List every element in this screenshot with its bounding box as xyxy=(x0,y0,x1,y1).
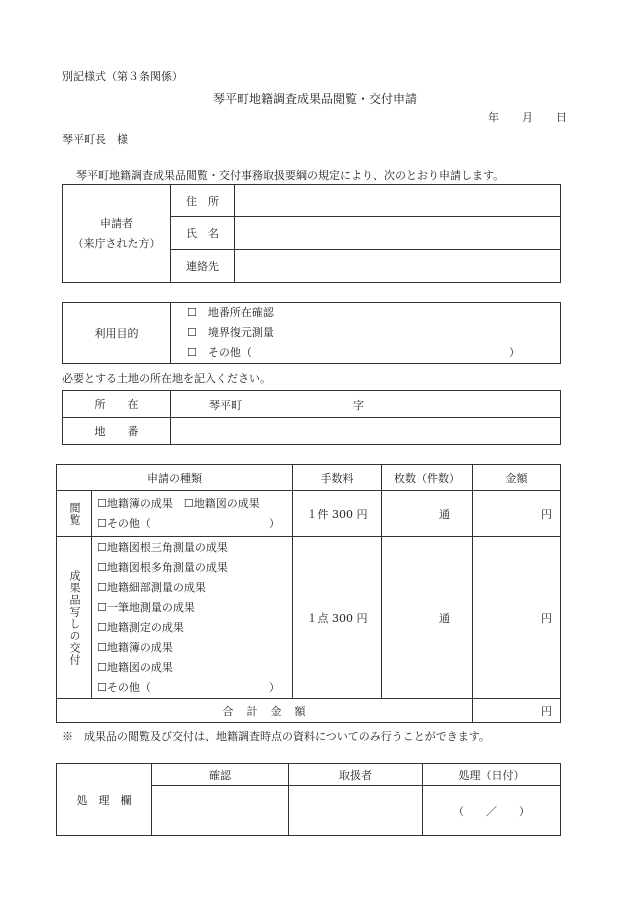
copy-label: 成果品写しの交付 xyxy=(68,569,81,666)
total-label: 合 計 金 額 xyxy=(57,699,473,723)
town-label: 琴平町 xyxy=(209,399,242,412)
copy-options xyxy=(92,537,293,699)
purpose-option-lot-check[interactable]: ☐ 地番所在確認 xyxy=(187,306,274,319)
copy-option-triangulation[interactable]: ☐地籍図根三角測量の成果 xyxy=(97,540,228,554)
lot-number-field[interactable] xyxy=(171,418,561,445)
copy-option-parcel-survey[interactable]: ☐一筆地測量の成果 xyxy=(97,600,195,614)
request-table xyxy=(56,464,561,723)
header-amount: 金額 xyxy=(473,465,561,491)
date-month-label: 月 xyxy=(522,111,533,124)
view-options xyxy=(92,491,293,537)
copy-option-traverse[interactable]: ☐地籍図根多角測量の成果 xyxy=(97,560,228,574)
processing-date-field[interactable]: （ ／ ） xyxy=(423,786,561,836)
address-field[interactable] xyxy=(235,185,561,217)
location-label: 所 在 xyxy=(63,391,171,418)
copy-option-map[interactable]: ☐地籍図の成果 xyxy=(97,660,173,674)
header-fee: 手数料 xyxy=(293,465,382,491)
footnote: ※ 成果品の閲覧及び交付は、地籍調査時点の資料についてのみ行うことができます。 xyxy=(62,730,490,743)
view-option-other[interactable] xyxy=(97,514,292,534)
processing-col-date: 処理（日付） xyxy=(423,764,561,786)
processing-table xyxy=(56,763,561,836)
view-option-register-map[interactable]: ☐地籍簿の成果 ☐地籍図の成果 xyxy=(97,496,260,510)
copy-amount[interactable]: 円 xyxy=(473,537,561,699)
view-other-close: ） xyxy=(269,516,280,530)
copy-label-cell xyxy=(57,537,92,699)
view-count[interactable]: 通 xyxy=(382,491,473,537)
copy-other-label: ☐その他（ xyxy=(97,680,151,694)
copy-count[interactable]: 通 xyxy=(382,537,473,699)
land-note: 必要とする土地の所在地を記入ください。 xyxy=(62,372,271,385)
land-table xyxy=(62,390,561,445)
purpose-option-other[interactable] xyxy=(187,343,560,363)
total-amount[interactable]: 円 xyxy=(473,699,561,723)
copy-option-other[interactable] xyxy=(97,678,292,698)
intro-text: 琴平町地籍調査成果品閲覧・交付事務取扱要綱の規定により、次のとおり申請します。 xyxy=(76,169,505,182)
purpose-table xyxy=(62,302,561,364)
form-title: 琴平町地籍調査成果品閲覧・交付申請 xyxy=(212,92,417,106)
applicant-table xyxy=(62,184,561,283)
processing-confirm-field[interactable] xyxy=(152,786,289,836)
purpose-other-close: ） xyxy=(509,346,520,359)
copy-fee: １点 300 円 xyxy=(293,537,382,699)
header-count: 枚数（件数） xyxy=(382,465,473,491)
form-reference: 別記様式（第３条関係） xyxy=(62,70,183,83)
view-label: 閲覧 xyxy=(68,501,81,526)
contact-field[interactable] xyxy=(235,250,561,283)
processing-col-confirm: 確認 xyxy=(152,764,289,786)
purpose-option-boundary-survey[interactable]: ☐ 境界復元測量 xyxy=(187,326,274,339)
name-field[interactable] xyxy=(235,217,561,250)
contact-label: 連絡先 xyxy=(171,250,235,283)
purpose-options xyxy=(171,303,561,364)
aza-label: 字 xyxy=(353,399,364,412)
copy-other-close: ） xyxy=(269,680,280,694)
processing-col-handler: 取扱者 xyxy=(289,764,423,786)
address-label: 住 所 xyxy=(171,185,235,217)
copy-option-detail-survey[interactable]: ☐地籍細部測量の成果 xyxy=(97,580,206,594)
addressee: 琴平町長 様 xyxy=(62,133,128,146)
applicant-sublabel: （来庁された方） xyxy=(72,236,161,250)
purpose-other-label: ☐ その他（ xyxy=(187,346,252,359)
applicant-label-cell xyxy=(63,185,171,283)
view-amount[interactable]: 円 xyxy=(473,491,561,537)
name-label: 氏 名 xyxy=(171,217,235,250)
date-day-label: 日 xyxy=(556,111,567,124)
view-label-cell xyxy=(57,491,92,537)
applicant-label: 申請者 xyxy=(100,216,133,230)
copy-option-register[interactable]: ☐地籍簿の成果 xyxy=(97,640,173,654)
header-type: 申請の種類 xyxy=(57,465,293,491)
lot-number-label: 地 番 xyxy=(63,418,171,445)
view-fee: １件 300 円 xyxy=(293,491,382,537)
purpose-label: 利用目的 xyxy=(63,303,171,364)
processing-label: 処 理 欄 xyxy=(57,764,152,836)
copy-option-measurement[interactable]: ☐地籍測定の成果 xyxy=(97,620,184,634)
view-other-label: ☐その他（ xyxy=(97,516,151,530)
processing-handler-field[interactable] xyxy=(289,786,423,836)
location-field[interactable] xyxy=(171,391,561,418)
date-year-label: 年 xyxy=(488,111,499,124)
